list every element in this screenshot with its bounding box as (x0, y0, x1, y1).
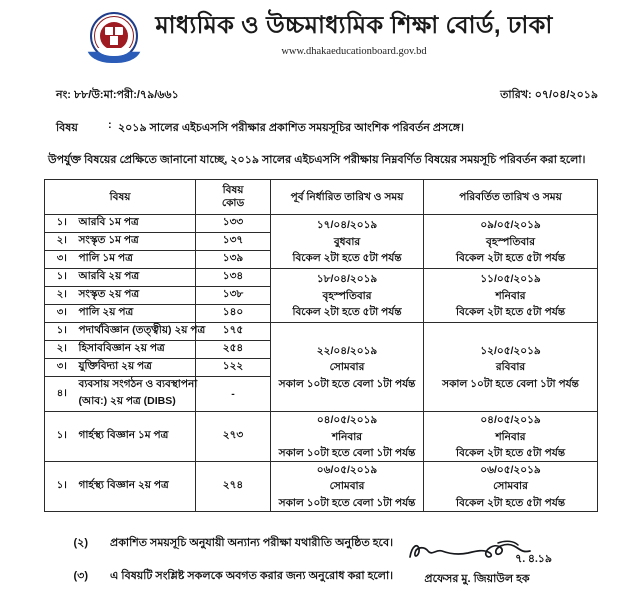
schedule-date: ১৭/০৪/২০১৯ (316, 219, 378, 232)
row-serial-number: ১। (45, 215, 79, 233)
signature-date: ৭. ৪.১৯ (515, 553, 552, 565)
schedule-day: বুধবার (333, 235, 361, 248)
board-website: www.dhakaeducationboard.gov.bd (281, 45, 427, 57)
header-text-block (155, 10, 552, 57)
document-header (0, 0, 640, 68)
memo-date: তারিখ: ০৭/০৪/২০১৯ (500, 89, 598, 101)
signature-block (362, 537, 592, 589)
row-subject-code: ১৩৮ (196, 287, 271, 305)
row-serial-number: ৩। (45, 359, 79, 377)
header-code-line2: কোড (221, 197, 245, 210)
row-serial-number: ৩। (45, 305, 79, 323)
row-subject-name: সংস্কৃত ২য় পত্র (79, 287, 196, 305)
schedule-date: ১৮/০৪/২০১৯ (316, 273, 378, 286)
table-header-row (45, 180, 598, 215)
schedule-time: বিকেল ২টা হতে ৫টা পর্যন্ত (455, 306, 566, 319)
table-row (45, 412, 598, 462)
header-code-line1: বিষয় (222, 184, 244, 197)
intro-paragraph: উপর্যুক্ত বিষয়ের প্রেক্ষিতে জানানো যাচ্ছে, ২০১৯ সালের এইচএসসি পরীক্ষায় নিম্নবর্ণিত বিষয়ের সময়সূচি পরিবর্তন করা হলো। (48, 154, 586, 166)
header-previous-schedule: পূর্ব নির্ধারিত তারিখ ও সময় (271, 180, 424, 215)
row-subject-code: ১৩৪ (196, 269, 271, 287)
subject-text: ২০১৯ সালের এইচএসসি পরীক্ষার প্রকাশিত সময়সূচির আংশিক পরিবর্তন প্রসঙ্গে। (118, 122, 464, 134)
memo-number: নং: ৮৮/উ:মা:পরী:/৭৯/৬৬১ (56, 89, 179, 101)
row-subject-code: ১৩৭ (196, 233, 271, 251)
schedule-day: সোমবার (329, 480, 365, 493)
header-subject: বিষয় (45, 180, 196, 215)
row-subject-code: ২৭৩ (196, 412, 271, 462)
note-number: (২) (73, 536, 88, 549)
row-serial-number: ৪। (45, 377, 79, 412)
row-serial-number: ৩। (45, 251, 79, 269)
row-changed-schedule (424, 269, 598, 323)
row-serial-number: ২। (45, 287, 79, 305)
row-subject-code: ১৭৫ (196, 323, 271, 341)
row-previous-schedule (271, 269, 424, 323)
schedule-day: সোমবার (329, 361, 365, 374)
row-subject-name: হিসাববিজ্ঞান ২য় পত্র (79, 341, 196, 359)
subject-label: বিষয় (56, 122, 78, 134)
row-changed-schedule (424, 412, 598, 462)
schedule-date: ২২/০৪/২০১৯ (316, 344, 378, 357)
row-subject-code: ২৫৪ (196, 341, 271, 359)
schedule-time: বিকেল ২টা হতে ৫টা পর্যন্ত (455, 446, 566, 459)
row-changed-schedule (424, 323, 598, 412)
schedule-time: বিকেল ২টা হতে ৫টা পর্যন্ত (455, 496, 566, 509)
row-subject-name-line2: (আব:) ২য় পত্র (DIBS) (78, 395, 176, 408)
schedule-time: বিকেল ২টা হতে ৫টা পর্যন্ত (292, 252, 402, 265)
row-serial-number: ১। (45, 323, 79, 341)
schedule-table-body (45, 215, 598, 512)
table-row (45, 215, 598, 233)
row-subject-code: ১২২ (196, 359, 271, 377)
signatory-name: প্রফেসর মু. জিয়াউল হক (424, 573, 530, 585)
row-serial-number: ১। (45, 462, 79, 512)
schedule-date: ০৪/০৫/২০১৯ (480, 414, 541, 427)
schedule-date: ১২/০৫/২০১৯ (480, 344, 541, 357)
schedule-date: ০৯/০৫/২০১৯ (480, 219, 541, 232)
row-subject-code: ২৭৪ (196, 462, 271, 512)
schedule-time: সকাল ১০টা হতে বেলা ১টা পর্যন্ত (278, 496, 416, 509)
dhaka-education-board-emblem-icon (87, 12, 141, 68)
board-title: মাধ্যমিক ও উচ্চমাধ্যমিক শিক্ষা বোর্ড, ঢাকা (155, 12, 553, 39)
schedule-day: রবিবার (495, 361, 526, 374)
row-subject-name: ব্যবসায় সংগঠন ও ব্যবস্থাপনা (আব:) ২য় পত্র (DIBS) (79, 377, 196, 412)
row-subject-code: ১৩৯ (196, 251, 271, 269)
schedule-time: বিকেল ২টা হতে ৫টা পর্যন্ত (455, 252, 566, 265)
schedule-day: সোমবার (493, 480, 528, 493)
schedule-day: শনিবার (331, 430, 363, 443)
table-row (45, 323, 598, 341)
row-subject-name: পালি ১ম পত্র (79, 251, 196, 269)
memo-meta-row (56, 86, 598, 105)
exam-schedule-table (44, 179, 598, 512)
schedule-time: সকাল ১০টা হতে বেলা ১টা পর্যন্ত (442, 377, 579, 390)
row-previous-schedule (271, 462, 424, 512)
schedule-time: সকাল ১০টা হতে বেলা ১টা পর্যন্ত (278, 377, 416, 390)
row-subject-name: আরবি ১ম পত্র (79, 215, 196, 233)
subject-row (56, 119, 640, 138)
row-subject-name: গার্হস্থ্য বিজ্ঞান ২য় পত্র (79, 462, 196, 512)
row-previous-schedule (271, 323, 424, 412)
row-subject-name: পদার্থবিজ্ঞান (তত্ত্বীয়) ২য় পত্র (79, 323, 196, 341)
schedule-day: বৃহস্পতিবার (322, 289, 372, 302)
row-subject-name: যুক্তিবিদ্যা ২য় পত্র (79, 359, 196, 377)
schedule-day: শনিবার (495, 430, 526, 443)
schedule-day: শনিবার (495, 289, 526, 302)
row-serial-number: ২। (45, 341, 79, 359)
table-row (45, 269, 598, 287)
header-changed-schedule: পরিবর্তিত তারিখ ও সময় (424, 180, 598, 215)
row-subject-code: ১৪০ (196, 305, 271, 323)
header-subject-code (196, 180, 271, 215)
note-text: এ বিষয়টি সংশ্লিষ্ট সকলকে অবগত করার জন্য অনুরোধ করা হলো। (110, 569, 394, 582)
row-subject-name: আরবি ২য় পত্র (79, 269, 196, 287)
row-previous-schedule (271, 215, 424, 269)
row-serial-number: ২। (45, 233, 79, 251)
row-serial-number: ১। (45, 412, 79, 462)
row-changed-schedule (424, 215, 598, 269)
note-text: প্রকাশিত সময়সূচি অনুযায়ী অন্যান্য পরীক্ষা যথারীতি অনুষ্ঠিত হবে। (110, 536, 394, 549)
schedule-date: ০৬/০৫/২০১৯ (480, 464, 541, 477)
row-subject-name: পালি ২য় পত্র (79, 305, 196, 323)
row-subject-name: গার্হস্থ্য বিজ্ঞান ১ম পত্র (79, 412, 196, 462)
schedule-time: বিকেল ২টা হতে ৫টা পর্যন্ত (292, 306, 402, 319)
row-subject-code: - (196, 377, 271, 412)
row-changed-schedule (424, 462, 598, 512)
table-row (45, 462, 598, 512)
row-subject-code: ১৩৩ (196, 215, 271, 233)
schedule-date: ০৪/০৫/২০১৯ (316, 414, 378, 427)
row-serial-number: ১। (45, 269, 79, 287)
row-previous-schedule (271, 412, 424, 462)
handwritten-signature-icon (362, 537, 592, 567)
schedule-day: বৃহস্পতিবার (486, 235, 535, 248)
subject-colon: : (108, 119, 112, 131)
schedule-date: ১১/০৫/২০১৯ (480, 273, 541, 286)
schedule-time: সকাল ১০টা হতে বেলা ১টা পর্যন্ত (278, 446, 416, 459)
row-subject-name: সংস্কৃত ১ম পত্র (79, 233, 196, 251)
schedule-date: ০৬/০৫/২০১৯ (316, 464, 378, 477)
note-number: (৩) (73, 569, 88, 582)
